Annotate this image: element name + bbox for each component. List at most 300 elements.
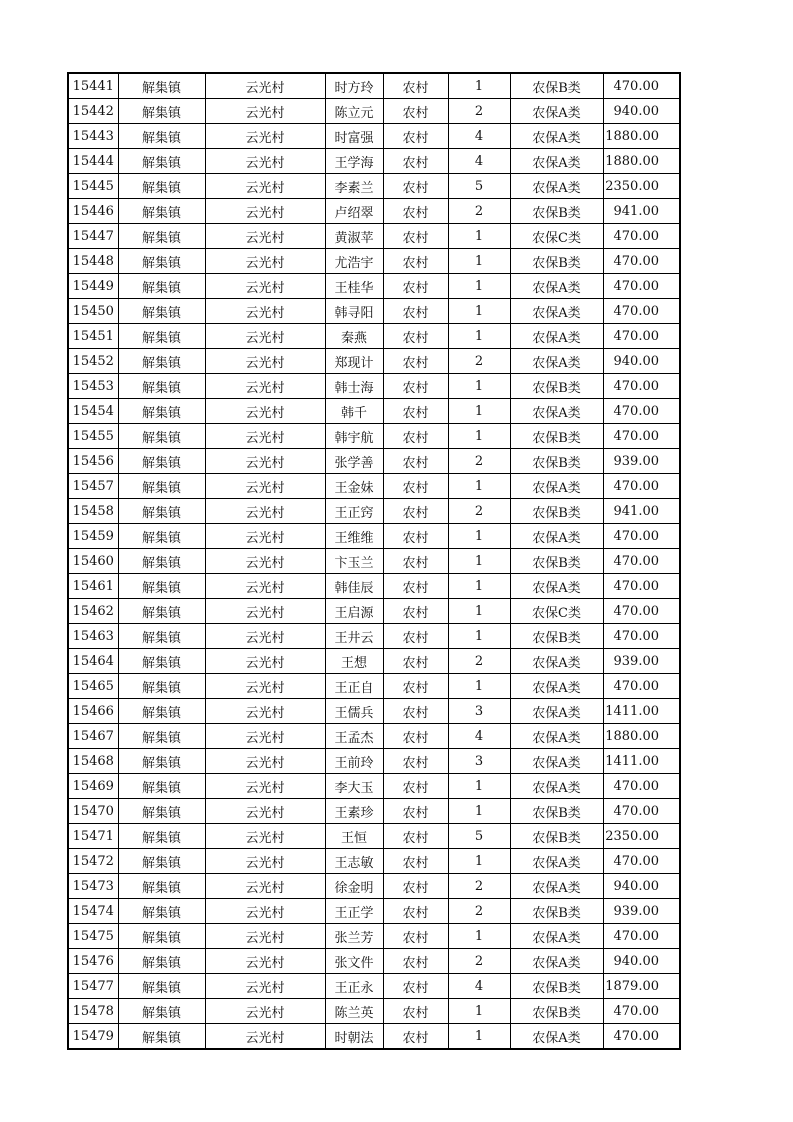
insurance-category-cell: 农保A类 [510,874,603,899]
record-number-cell: 15467 [68,724,118,749]
amount-cell: 939.00 [603,899,680,924]
town-cell: 解集镇 [118,774,205,799]
village-cell: 云光村 [205,274,325,299]
table-row [68,999,680,1024]
household-count-cell: 5 [448,174,510,199]
household-count-cell: 4 [448,724,510,749]
record-number-cell: 15452 [68,349,118,374]
record-number-cell: 15471 [68,824,118,849]
record-number-cell: 15446 [68,199,118,224]
record-number-cell: 15450 [68,299,118,324]
area-type-cell: 农村 [383,474,448,499]
amount-cell: 470.00 [603,549,680,574]
person-name-cell: 时方玲 [325,73,383,99]
town-cell: 解集镇 [118,249,205,274]
village-cell: 云光村 [205,424,325,449]
household-count-cell: 1 [448,624,510,649]
record-number-cell: 15476 [68,949,118,974]
person-name-cell: 王恒 [325,824,383,849]
person-name-cell: 韩宇航 [325,424,383,449]
area-type-cell: 农村 [383,949,448,974]
village-cell: 云光村 [205,124,325,149]
household-count-cell: 1 [448,299,510,324]
record-number-cell: 15461 [68,574,118,599]
person-name-cell: 张文件 [325,949,383,974]
town-cell: 解集镇 [118,399,205,424]
amount-cell: 940.00 [603,99,680,124]
table-row [68,899,680,924]
person-name-cell: 郑现计 [325,349,383,374]
area-type-cell: 农村 [383,73,448,99]
data-table [67,72,681,1050]
area-type-cell: 农村 [383,624,448,649]
village-cell: 云光村 [205,1024,325,1050]
table-row [68,399,680,424]
person-name-cell: 韩士海 [325,374,383,399]
person-name-cell: 王前玲 [325,749,383,774]
area-type-cell: 农村 [383,899,448,924]
amount-cell: 470.00 [603,1024,680,1050]
household-count-cell: 1 [448,474,510,499]
household-count-cell: 1 [448,674,510,699]
table-row [68,874,680,899]
person-name-cell: 秦燕 [325,324,383,349]
village-cell: 云光村 [205,524,325,549]
town-cell: 解集镇 [118,274,205,299]
household-count-cell: 1 [448,999,510,1024]
household-count-cell: 2 [448,199,510,224]
village-cell: 云光村 [205,99,325,124]
amount-cell: 940.00 [603,949,680,974]
table-row [68,124,680,149]
household-count-cell: 2 [448,99,510,124]
household-count-cell: 2 [448,874,510,899]
area-type-cell: 农村 [383,749,448,774]
record-number-cell: 15445 [68,174,118,199]
table-row [68,649,680,674]
household-count-cell: 1 [448,599,510,624]
town-cell: 解集镇 [118,99,205,124]
town-cell: 解集镇 [118,349,205,374]
amount-cell: 470.00 [603,424,680,449]
table-row [68,99,680,124]
insurance-category-cell: 农保B类 [510,499,603,524]
household-count-cell: 1 [448,799,510,824]
village-cell: 云光村 [205,349,325,374]
area-type-cell: 农村 [383,824,448,849]
record-number-cell: 15473 [68,874,118,899]
person-name-cell: 王儒兵 [325,699,383,724]
town-cell: 解集镇 [118,799,205,824]
record-number-cell: 15464 [68,649,118,674]
amount-cell: 940.00 [603,349,680,374]
amount-cell: 470.00 [603,774,680,799]
household-count-cell: 4 [448,974,510,999]
table-row [68,274,680,299]
area-type-cell: 农村 [383,349,448,374]
person-name-cell: 王正自 [325,674,383,699]
insurance-category-cell: 农保B类 [510,249,603,274]
insurance-category-cell: 农保A类 [510,574,603,599]
area-type-cell: 农村 [383,324,448,349]
household-count-cell: 1 [448,324,510,349]
person-name-cell: 韩寻阳 [325,299,383,324]
village-cell: 云光村 [205,649,325,674]
insurance-category-cell: 农保A类 [510,749,603,774]
area-type-cell: 农村 [383,249,448,274]
table-row [68,199,680,224]
household-count-cell: 1 [448,524,510,549]
amount-cell: 470.00 [603,524,680,549]
area-type-cell: 农村 [383,374,448,399]
person-name-cell: 陈兰英 [325,999,383,1024]
town-cell: 解集镇 [118,524,205,549]
town-cell: 解集镇 [118,124,205,149]
insurance-category-cell: 农保A类 [510,699,603,724]
record-number-cell: 15462 [68,599,118,624]
town-cell: 解集镇 [118,599,205,624]
record-number-cell: 15478 [68,999,118,1024]
area-type-cell: 农村 [383,149,448,174]
household-count-cell: 1 [448,924,510,949]
household-count-cell: 1 [448,224,510,249]
town-cell: 解集镇 [118,73,205,99]
insurance-category-cell: 农保B类 [510,374,603,399]
insurance-category-cell: 农保A类 [510,399,603,424]
amount-cell: 470.00 [603,674,680,699]
area-type-cell: 农村 [383,449,448,474]
household-count-cell: 1 [448,1024,510,1050]
insurance-category-cell: 农保C类 [510,599,603,624]
insurance-category-cell: 农保A类 [510,474,603,499]
table-row [68,624,680,649]
village-cell: 云光村 [205,699,325,724]
town-cell: 解集镇 [118,149,205,174]
household-count-cell: 2 [448,649,510,674]
amount-cell: 470.00 [603,374,680,399]
village-cell: 云光村 [205,799,325,824]
town-cell: 解集镇 [118,899,205,924]
insurance-category-cell: 农保B类 [510,549,603,574]
village-cell: 云光村 [205,399,325,424]
record-number-cell: 15474 [68,899,118,924]
person-name-cell: 卞玉兰 [325,549,383,574]
amount-cell: 470.00 [603,474,680,499]
amount-cell: 470.00 [603,274,680,299]
village-cell: 云光村 [205,899,325,924]
amount-cell: 470.00 [603,999,680,1024]
village-cell: 云光村 [205,874,325,899]
area-type-cell: 农村 [383,724,448,749]
household-count-cell: 1 [448,549,510,574]
village-cell: 云光村 [205,674,325,699]
person-name-cell: 时朝法 [325,1024,383,1050]
area-type-cell: 农村 [383,849,448,874]
insurance-category-cell: 农保B类 [510,424,603,449]
village-cell: 云光村 [205,299,325,324]
record-number-cell: 15451 [68,324,118,349]
insurance-category-cell: 农保B类 [510,624,603,649]
insurance-category-cell: 农保B类 [510,199,603,224]
table-row [68,599,680,624]
area-type-cell: 农村 [383,224,448,249]
insurance-category-cell: 农保B类 [510,73,603,99]
amount-cell: 470.00 [603,799,680,824]
amount-cell: 2350.00 [603,824,680,849]
area-type-cell: 农村 [383,549,448,574]
table-row [68,349,680,374]
record-number-cell: 15458 [68,499,118,524]
area-type-cell: 农村 [383,799,448,824]
household-count-cell: 2 [448,899,510,924]
area-type-cell: 农村 [383,524,448,549]
record-number-cell: 15469 [68,774,118,799]
village-cell: 云光村 [205,149,325,174]
person-name-cell: 张兰芳 [325,924,383,949]
household-count-cell: 3 [448,699,510,724]
record-number-cell: 15443 [68,124,118,149]
insurance-category-cell: 农保B类 [510,449,603,474]
amount-cell: 1411.00 [603,749,680,774]
town-cell: 解集镇 [118,849,205,874]
village-cell: 云光村 [205,574,325,599]
amount-cell: 940.00 [603,874,680,899]
town-cell: 解集镇 [118,674,205,699]
household-count-cell: 1 [448,774,510,799]
insurance-category-cell: 农保B类 [510,899,603,924]
village-cell: 云光村 [205,949,325,974]
table-row [68,674,680,699]
table-row [68,724,680,749]
household-count-cell: 1 [448,424,510,449]
area-type-cell: 农村 [383,1024,448,1050]
amount-cell: 1879.00 [603,974,680,999]
household-count-cell: 1 [448,73,510,99]
town-cell: 解集镇 [118,424,205,449]
table-row [68,424,680,449]
record-number-cell: 15455 [68,424,118,449]
record-number-cell: 15460 [68,549,118,574]
person-name-cell: 王正学 [325,899,383,924]
record-number-cell: 15449 [68,274,118,299]
household-count-cell: 2 [448,349,510,374]
household-count-cell: 2 [448,499,510,524]
person-name-cell: 王正永 [325,974,383,999]
household-count-cell: 1 [448,274,510,299]
insurance-category-cell: 农保A类 [510,724,603,749]
area-type-cell: 农村 [383,399,448,424]
person-name-cell: 王孟杰 [325,724,383,749]
village-cell: 云光村 [205,999,325,1024]
record-number-cell: 15477 [68,974,118,999]
record-number-cell: 15454 [68,399,118,424]
table-row [68,249,680,274]
village-cell: 云光村 [205,599,325,624]
insurance-category-cell: 农保A类 [510,324,603,349]
town-cell: 解集镇 [118,499,205,524]
village-cell: 云光村 [205,924,325,949]
insurance-category-cell: 农保B类 [510,799,603,824]
person-name-cell: 李素兰 [325,174,383,199]
person-name-cell: 时富强 [325,124,383,149]
record-number-cell: 15441 [68,73,118,99]
person-name-cell: 王志敏 [325,849,383,874]
town-cell: 解集镇 [118,824,205,849]
area-type-cell: 农村 [383,499,448,524]
person-name-cell: 黄淑苹 [325,224,383,249]
table-row [68,1024,680,1050]
insurance-category-cell: 农保A类 [510,349,603,374]
record-number-cell: 15457 [68,474,118,499]
amount-cell: 939.00 [603,449,680,474]
amount-cell: 1880.00 [603,149,680,174]
table-row [68,299,680,324]
person-name-cell: 王素珍 [325,799,383,824]
town-cell: 解集镇 [118,324,205,349]
record-number-cell: 15447 [68,224,118,249]
amount-cell: 470.00 [603,324,680,349]
area-type-cell: 农村 [383,699,448,724]
area-type-cell: 农村 [383,599,448,624]
household-count-cell: 1 [448,374,510,399]
amount-cell: 470.00 [603,624,680,649]
insurance-category-cell: 农保A类 [510,274,603,299]
amount-cell: 1880.00 [603,724,680,749]
table-row [68,774,680,799]
amount-cell: 939.00 [603,649,680,674]
insurance-category-cell: 农保A类 [510,949,603,974]
area-type-cell: 农村 [383,299,448,324]
village-cell: 云光村 [205,499,325,524]
town-cell: 解集镇 [118,974,205,999]
insurance-category-cell: 农保A类 [510,774,603,799]
table-row [68,224,680,249]
table-body [68,73,680,1049]
village-cell: 云光村 [205,974,325,999]
village-cell: 云光村 [205,624,325,649]
person-name-cell: 王桂华 [325,274,383,299]
insurance-category-cell: 农保A类 [510,924,603,949]
table-row [68,499,680,524]
household-count-cell: 4 [448,149,510,174]
table-row [68,824,680,849]
record-number-cell: 15475 [68,924,118,949]
insurance-category-cell: 农保A类 [510,124,603,149]
record-number-cell: 15444 [68,149,118,174]
table-row [68,449,680,474]
village-cell: 云光村 [205,749,325,774]
town-cell: 解集镇 [118,549,205,574]
village-cell: 云光村 [205,449,325,474]
table-row [68,149,680,174]
household-count-cell: 1 [448,574,510,599]
amount-cell: 1411.00 [603,699,680,724]
table-row [68,174,680,199]
insurance-category-cell: 农保C类 [510,224,603,249]
household-count-cell: 2 [448,449,510,474]
household-count-cell: 1 [448,249,510,274]
table-row [68,799,680,824]
amount-cell: 470.00 [603,299,680,324]
village-cell: 云光村 [205,774,325,799]
village-cell: 云光村 [205,224,325,249]
table-row [68,849,680,874]
town-cell: 解集镇 [118,1024,205,1050]
town-cell: 解集镇 [118,449,205,474]
insurance-category-cell: 农保B类 [510,824,603,849]
area-type-cell: 农村 [383,99,448,124]
person-name-cell: 张学善 [325,449,383,474]
record-number-cell: 15472 [68,849,118,874]
person-name-cell: 尤浩宇 [325,249,383,274]
insurance-category-cell: 农保A类 [510,174,603,199]
household-count-cell: 2 [448,949,510,974]
town-cell: 解集镇 [118,224,205,249]
table-row [68,924,680,949]
amount-cell: 2350.00 [603,174,680,199]
record-number-cell: 15465 [68,674,118,699]
town-cell: 解集镇 [118,699,205,724]
record-number-cell: 15453 [68,374,118,399]
insurance-category-cell: 农保A类 [510,849,603,874]
household-count-cell: 4 [448,124,510,149]
town-cell: 解集镇 [118,474,205,499]
record-number-cell: 15442 [68,99,118,124]
record-number-cell: 15456 [68,449,118,474]
person-name-cell: 王金妹 [325,474,383,499]
village-cell: 云光村 [205,374,325,399]
insurance-category-cell: 农保A类 [510,1024,603,1050]
record-number-cell: 15463 [68,624,118,649]
amount-cell: 470.00 [603,224,680,249]
table-row [68,574,680,599]
village-cell: 云光村 [205,324,325,349]
person-name-cell: 王想 [325,649,383,674]
amount-cell: 1880.00 [603,124,680,149]
area-type-cell: 农村 [383,274,448,299]
amount-cell: 470.00 [603,574,680,599]
table-row [68,549,680,574]
record-number-cell: 15466 [68,699,118,724]
area-type-cell: 农村 [383,424,448,449]
town-cell: 解集镇 [118,749,205,774]
household-count-cell: 5 [448,824,510,849]
town-cell: 解集镇 [118,374,205,399]
area-type-cell: 农村 [383,574,448,599]
person-name-cell: 韩佳辰 [325,574,383,599]
village-cell: 云光村 [205,849,325,874]
village-cell: 云光村 [205,174,325,199]
village-cell: 云光村 [205,249,325,274]
area-type-cell: 农村 [383,924,448,949]
town-cell: 解集镇 [118,724,205,749]
town-cell: 解集镇 [118,174,205,199]
person-name-cell: 王正窍 [325,499,383,524]
amount-cell: 941.00 [603,199,680,224]
person-name-cell: 王学海 [325,149,383,174]
village-cell: 云光村 [205,724,325,749]
table-row [68,73,680,99]
area-type-cell: 农村 [383,124,448,149]
insurance-category-cell: 农保A类 [510,649,603,674]
household-count-cell: 3 [448,749,510,774]
amount-cell: 470.00 [603,73,680,99]
record-number-cell: 15468 [68,749,118,774]
area-type-cell: 农村 [383,649,448,674]
town-cell: 解集镇 [118,924,205,949]
amount-cell: 470.00 [603,849,680,874]
area-type-cell: 农村 [383,674,448,699]
